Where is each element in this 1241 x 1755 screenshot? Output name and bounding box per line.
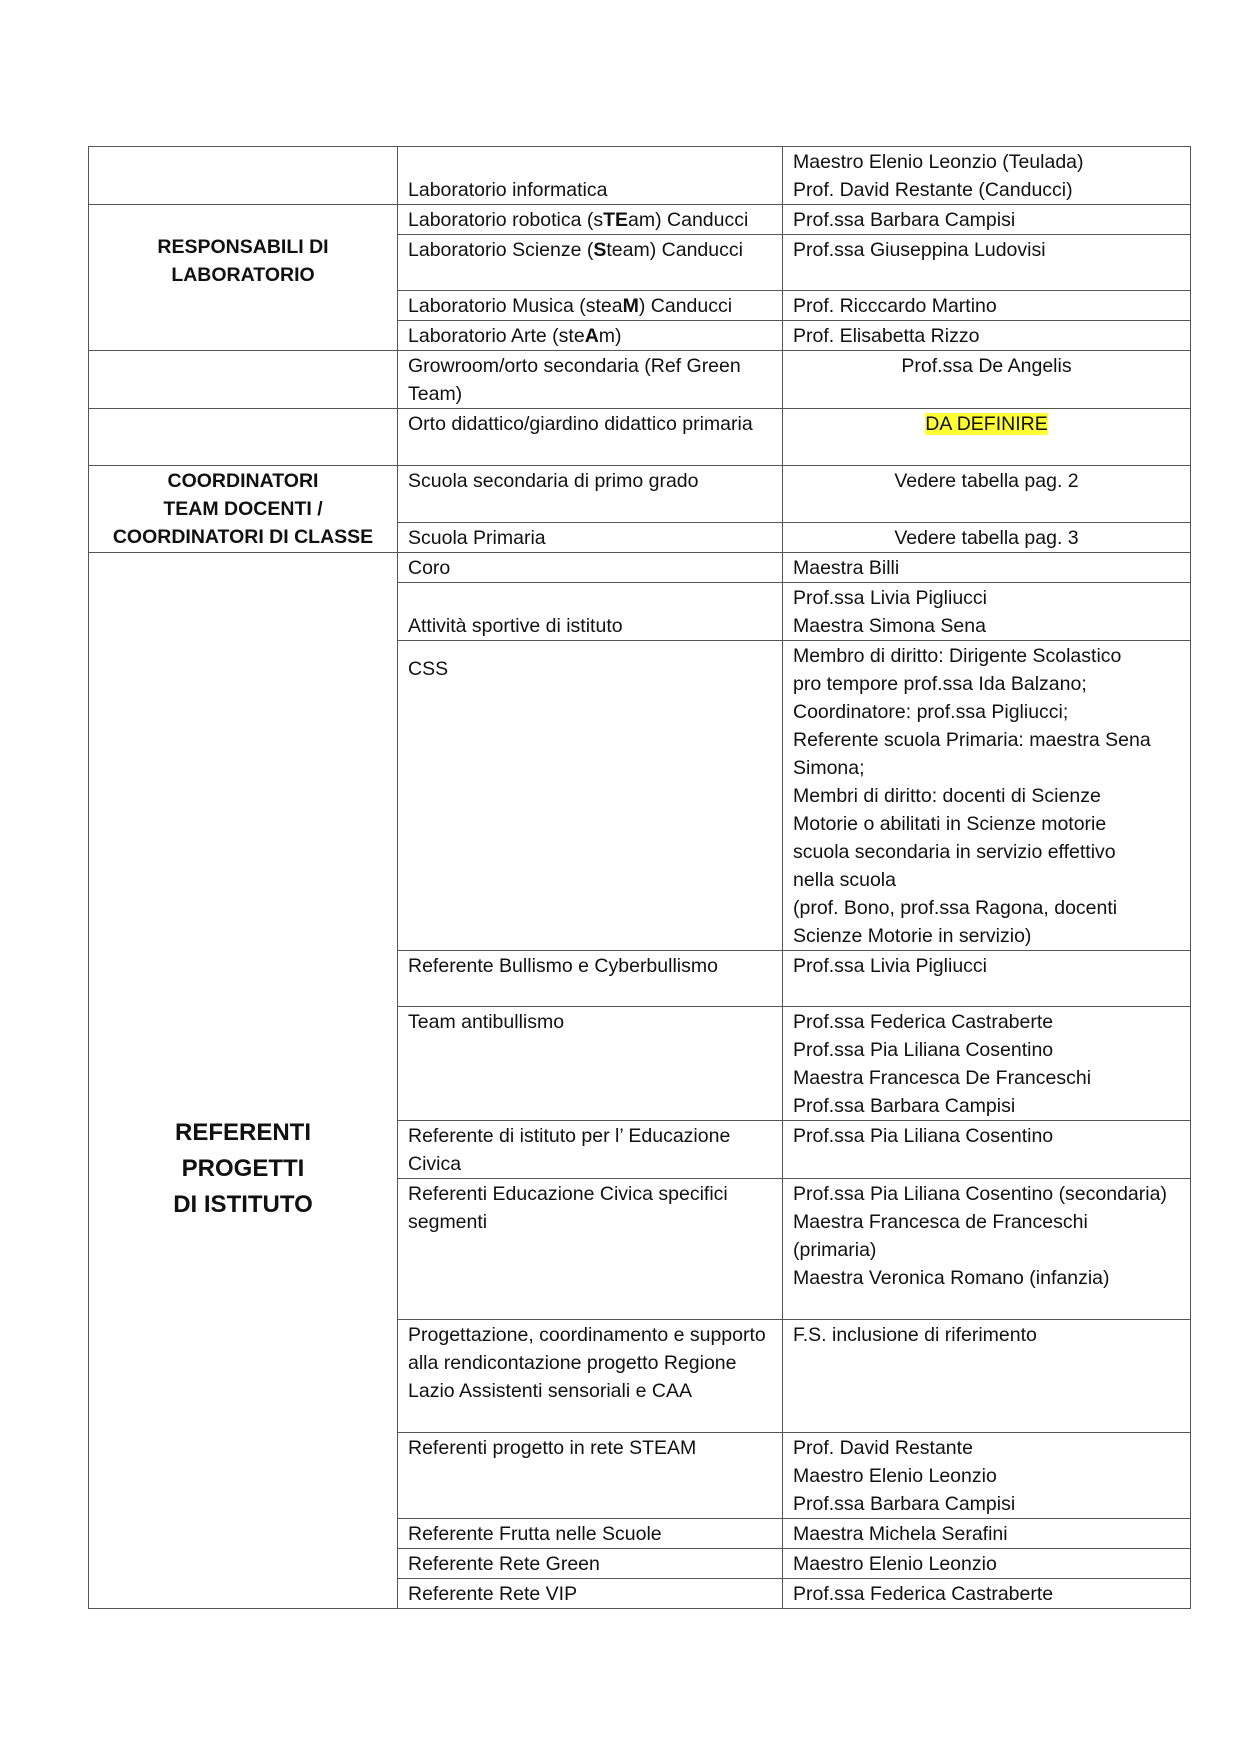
- person-cell: [783, 553, 1191, 583]
- person-cell: [783, 1121, 1191, 1179]
- person-name: Prof.ssa Federica Castraberte: [793, 1011, 1054, 1033]
- category-label: TEAM DOCENTI /: [163, 498, 323, 520]
- member-line: Coordinatore: prof.ssa Pigliucci;: [793, 701, 1069, 723]
- person-cell: [783, 583, 1191, 641]
- person-name: Maestra Simona Sena: [793, 615, 986, 637]
- person-name: Prof. Ricccardo Martino: [793, 295, 997, 317]
- table-row: [89, 205, 1191, 235]
- activity-cell: [398, 583, 783, 641]
- person-name: Maestro Elenio Leonzio (Teulada): [793, 151, 1084, 173]
- activity-label: Laboratorio Arte (steAm): [408, 325, 622, 347]
- person-cell: [783, 1007, 1191, 1121]
- table-row: [89, 147, 1191, 205]
- person-name: Prof.ssa Barbara Campisi: [793, 1095, 1016, 1117]
- member-line: Referente scuola Primaria: maestra Sena: [793, 729, 1151, 751]
- person-name: Prof.ssa Pia Liliana Cosentino (secondaria): [793, 1183, 1167, 1205]
- person-name: Prof.ssa Barbara Campisi: [793, 209, 1016, 231]
- person-name: Prof.ssa Giuseppina Ludovisi: [793, 239, 1046, 261]
- activity-label: Referente Frutta nelle Scuole: [408, 1523, 662, 1545]
- activity-label: Referenti progetto in rete STEAM: [408, 1437, 697, 1459]
- activity-label: Team antibullismo: [408, 1011, 565, 1033]
- activity-cell: [398, 205, 783, 235]
- person-name: Maestra Francesca De Franceschi: [793, 1067, 1092, 1089]
- table-row: [89, 553, 1191, 583]
- member-line: Motorie o abilitati in Scienze motorie: [793, 813, 1107, 835]
- activity-label: Referente di istituto per l’ Educazione Civica: [408, 1125, 731, 1175]
- category-label: LABORATORIO: [171, 264, 315, 286]
- activity-cell: [398, 951, 783, 1007]
- person-name: Maestra Billi: [793, 557, 900, 579]
- activity-label: Scuola Primaria: [408, 527, 546, 549]
- activity-label: Orto didattico/giardino didattico primaria: [408, 413, 753, 435]
- reference-note: Vedere tabella pag. 3: [894, 527, 1079, 549]
- member-line: nella scuola: [793, 869, 896, 891]
- person-name: Prof.ssa De Angelis: [901, 355, 1072, 377]
- category-referenti-progetti: [89, 553, 398, 1609]
- activity-label: Laboratorio Musica (steaM) Canducci: [408, 295, 733, 317]
- person-name: Prof. Elisabetta Rizzo: [793, 325, 980, 347]
- person-cell: [783, 1549, 1191, 1579]
- category-cell-empty: [89, 351, 398, 409]
- activity-cell: [398, 235, 783, 291]
- category-label: PROGETTI: [181, 1155, 305, 1182]
- person-name: Prof.ssa Livia Pigliucci: [793, 955, 987, 977]
- activity-label: Referenti Educazione Civica specifici segmenti: [408, 1183, 728, 1233]
- activity-cell: [398, 1121, 783, 1179]
- activity-cell: [398, 641, 783, 951]
- activity-cell: [398, 523, 783, 553]
- activity-label: Referente Rete Green: [408, 1553, 600, 1575]
- activity-cell: [398, 466, 783, 523]
- person-name: Maestra Michela Serafini: [793, 1523, 1008, 1545]
- responsibilities-table: [88, 146, 1191, 1609]
- activity-cell: [398, 1433, 783, 1519]
- category-coordinatori: [89, 466, 398, 553]
- person-name: (primaria): [793, 1239, 877, 1261]
- person-name: Prof. David Restante (Canducci): [793, 179, 1073, 201]
- person-name: Prof.ssa Livia Pigliucci: [793, 587, 987, 609]
- category-label: COORDINATORI DI CLASSE: [112, 526, 374, 548]
- activity-cell: [398, 1549, 783, 1579]
- activity-label: Referente Rete VIP: [408, 1583, 578, 1605]
- person-cell: [783, 641, 1191, 951]
- category-label: RESPONSABILI DI: [157, 236, 329, 258]
- activity-cell: [398, 1519, 783, 1549]
- member-line: Scienze Motorie in servizio): [793, 925, 1032, 947]
- status-to-define: DA DEFINIRE: [925, 413, 1048, 435]
- person-name: Prof.ssa Barbara Campisi: [793, 1493, 1016, 1515]
- activity-label: Progettazione, coordinamento e supporto alla rendicontazione progetto Regione Lazio Assistenti sensoriali e CAA: [408, 1324, 766, 1402]
- activity-cell: [398, 1007, 783, 1121]
- category-label: COORDINATORI: [167, 470, 319, 492]
- activity-label: Coro: [408, 557, 451, 579]
- person-name: Maestra Francesca de Franceschi: [793, 1211, 1088, 1233]
- category-label: REFERENTI: [174, 1119, 311, 1146]
- person-name: Prof.ssa Pia Liliana Cosentino: [793, 1039, 1054, 1061]
- person-cell: [783, 1579, 1191, 1609]
- table-row: [89, 409, 1191, 466]
- member-line: scuola secondaria in servizio effettivo: [793, 841, 1116, 863]
- person-cell: [783, 466, 1191, 523]
- person-name: F.S. inclusione di riferimento: [793, 1324, 1037, 1346]
- activity-cell: [398, 409, 783, 466]
- activity-label: CSS: [408, 658, 449, 680]
- member-line: (prof. Bono, prof.ssa Ragona, docenti: [793, 897, 1118, 919]
- person-cell: [783, 321, 1191, 351]
- activity-cell: [398, 147, 783, 205]
- person-cell: [783, 351, 1191, 409]
- person-cell: [783, 523, 1191, 553]
- activity-cell: [398, 351, 783, 409]
- person-cell: [783, 951, 1191, 1007]
- activity-cell: [398, 1320, 783, 1433]
- table-row: [89, 466, 1191, 523]
- person-name: Prof. David Restante: [793, 1437, 973, 1459]
- activity-cell: [398, 1579, 783, 1609]
- activity-cell: [398, 321, 783, 351]
- category-cell-empty: [89, 409, 398, 466]
- member-line: Simona;: [793, 757, 865, 779]
- activity-label: Attività sportive di istituto: [408, 615, 623, 637]
- activity-cell: [398, 291, 783, 321]
- activity-label: Growroom/orto secondaria (Ref Green Team): [408, 355, 741, 405]
- category-responsabili-laboratorio: [89, 205, 398, 351]
- reference-note: Vedere tabella pag. 2: [894, 470, 1079, 492]
- category-label: DI ISTITUTO: [173, 1191, 313, 1218]
- member-line: pro tempore prof.ssa Ida Balzano;: [793, 673, 1087, 695]
- person-cell: [783, 1433, 1191, 1519]
- person-cell: [783, 235, 1191, 291]
- person-name: Maestro Elenio Leonzio: [793, 1465, 997, 1487]
- category-cell-empty: [89, 147, 398, 205]
- activity-label: Scuola secondaria di primo grado: [408, 470, 699, 492]
- activity-label: Laboratorio robotica (sTEam) Canducci: [408, 209, 749, 231]
- person-cell: [783, 1519, 1191, 1549]
- person-cell: [783, 409, 1191, 466]
- activity-label: Laboratorio Scienze (Steam) Canducci: [408, 239, 743, 261]
- table-row: [89, 351, 1191, 409]
- activity-label: Referente Bullismo e Cyberbullismo: [408, 955, 718, 977]
- activity-cell: [398, 553, 783, 583]
- person-name: Prof.ssa Federica Castraberte: [793, 1583, 1054, 1605]
- person-name: Prof.ssa Pia Liliana Cosentino: [793, 1125, 1054, 1147]
- person-cell: [783, 1179, 1191, 1320]
- member-line: Membro di diritto: Dirigente Scolastico: [793, 645, 1122, 667]
- person-cell: [783, 205, 1191, 235]
- person-cell: [783, 147, 1191, 205]
- activity-label: Laboratorio informatica: [408, 179, 608, 201]
- person-cell: [783, 1320, 1191, 1433]
- person-cell: [783, 291, 1191, 321]
- person-name: Maestro Elenio Leonzio: [793, 1553, 997, 1575]
- person-name: Maestra Veronica Romano (infanzia): [793, 1267, 1110, 1289]
- member-line: Membri di diritto: docenti di Scienze: [793, 785, 1101, 807]
- activity-cell: [398, 1179, 783, 1320]
